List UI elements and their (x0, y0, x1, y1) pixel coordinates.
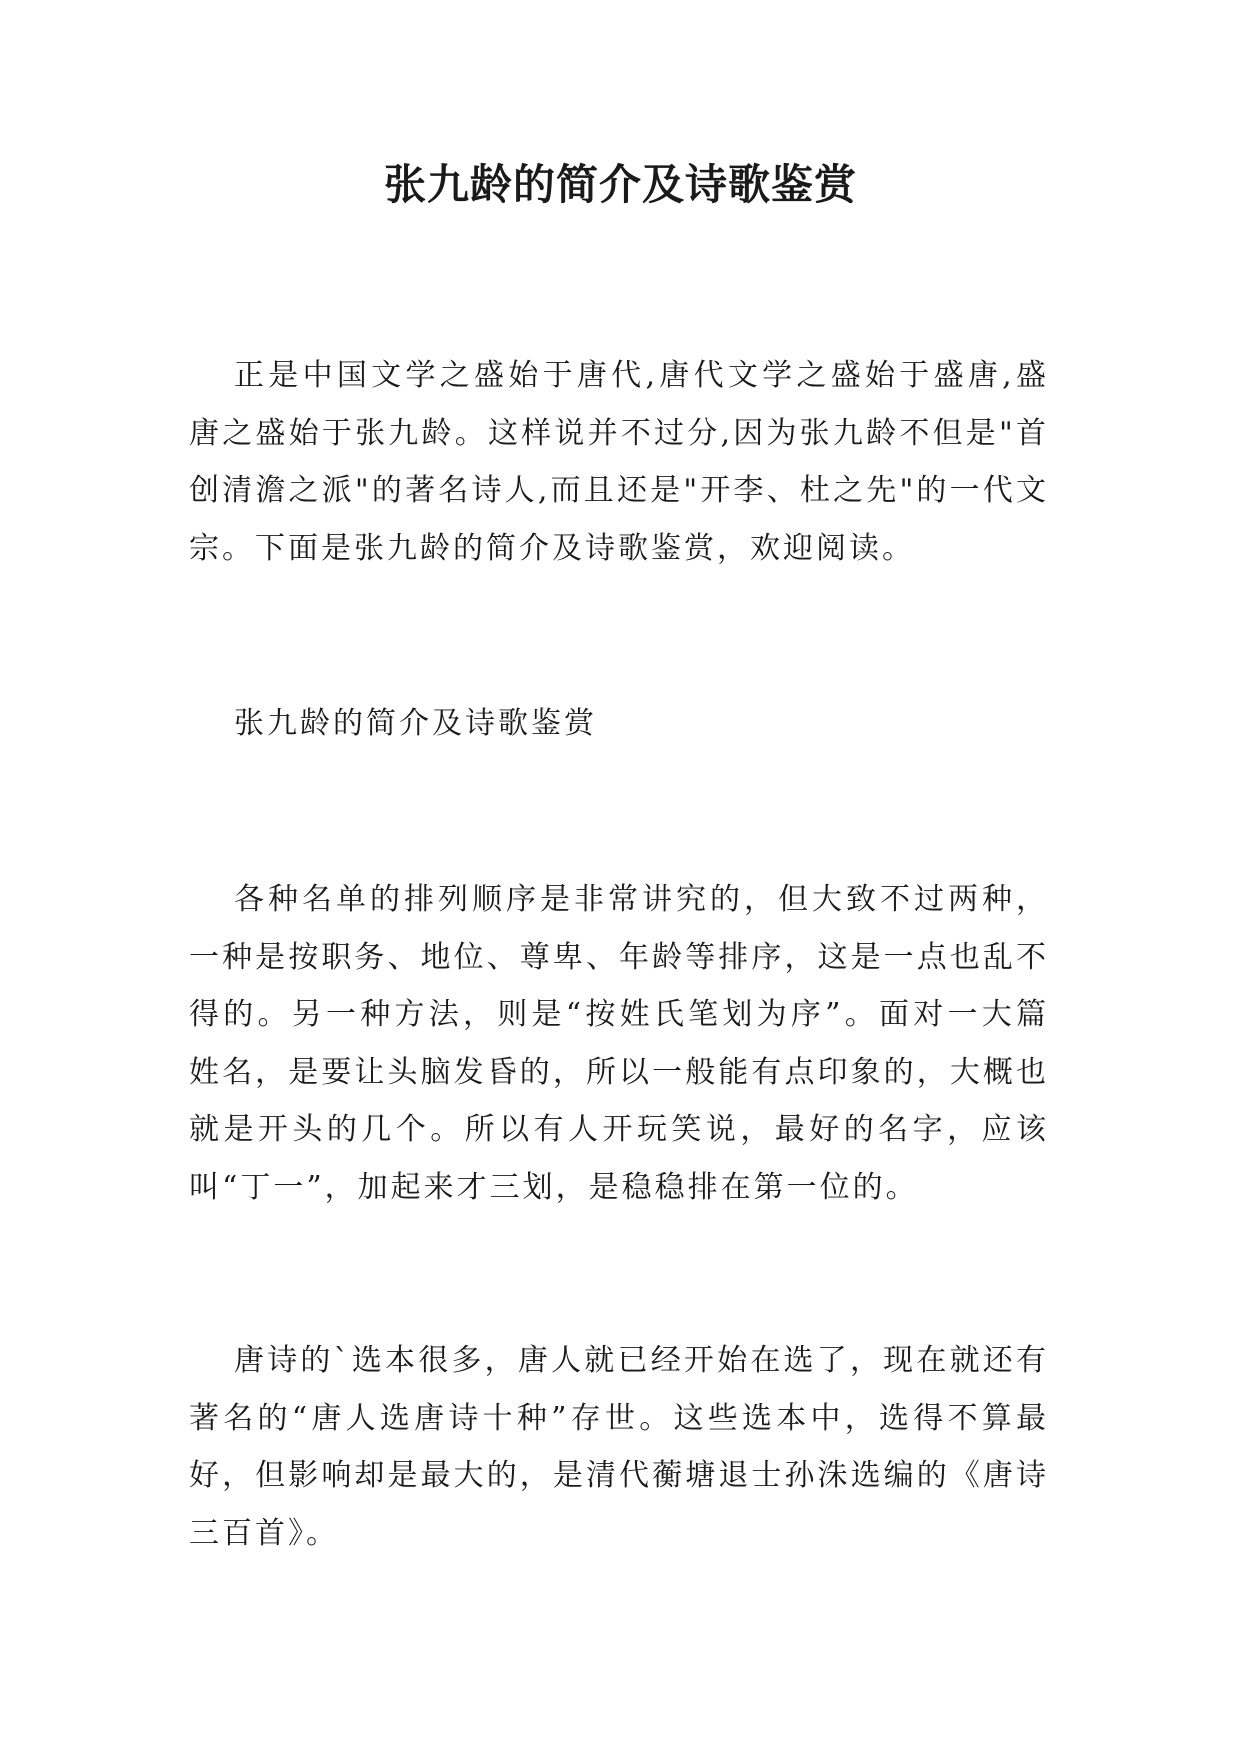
page-title: 张九龄的简介及诗歌鉴赏 (383, 160, 857, 209)
body-paragraph: 各种名单的排列顺序是非常讲究的，但大致不过两种，一种是按职务、地位、尊卑、年龄等排序，这是一点也乱不得的。另一种方法，则是“按姓氏笔划为序”。面对一大篇姓名，是要让头脑发昏的，所以一般能有点印象的，大概也就是开头的几个。所以有人开玩笑说，最好的名字，应该叫“丁一”，加起来才三划，是稳稳排在第一位的。 (189, 882, 1049, 1205)
intro-paragraph: 正是中国文学之盛始于唐代,唐代文学之盛始于盛唐,盛唐之盛始于张九龄。这样说并不过分,因为张九龄不但是"首创清澹之派"的著名诗人,而且还是"开李、杜之先"的一代文宗。下面是张九龄的简介及诗歌鉴赏，欢迎阅读。 (189, 358, 1049, 566)
section-subtitle: 张九龄的简介及诗歌鉴赏 (234, 706, 597, 741)
body-paragraph: 唐诗的`选本很多，唐人就已经开始在选了，现在就还有著名的“唐人选唐诗十种”存世。这些选本中，选得不算最好，但影响却是最大的，是清代蘅塘退士孙洙选编的《唐诗三百首》。 (189, 1343, 1049, 1551)
